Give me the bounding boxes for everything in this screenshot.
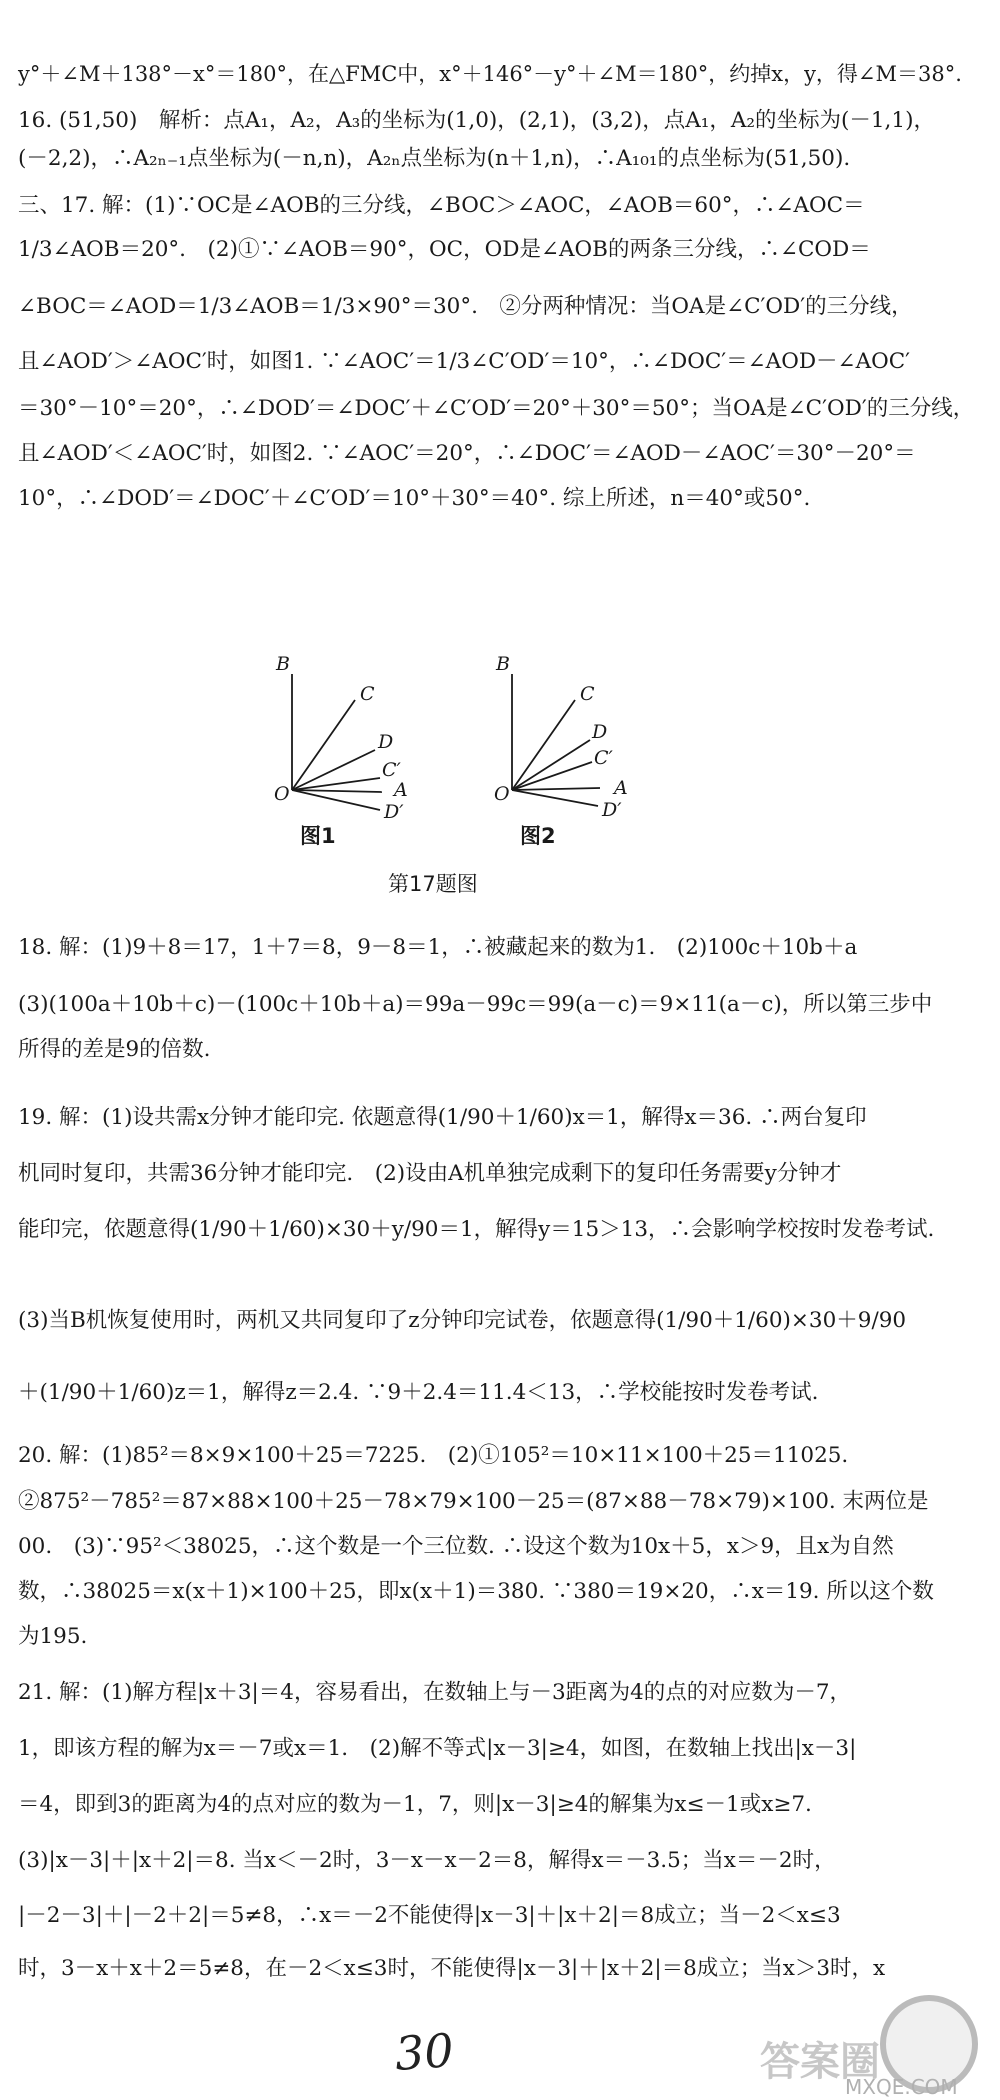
text-line: (3)|x－3|＋|x＋2|＝8. 当x＜－2时，3－x－x－2＝8，解得x＝－3.5；当x＝－2时， (18, 1848, 836, 1873)
label-d: D (378, 731, 394, 753)
label-b: B (276, 653, 290, 675)
page-number: 30 (393, 2023, 456, 2081)
text-line: 三、17. 解：(1)∵OC是∠AOB的三分线，∠BOC＞∠AOC，∠AOB＝60°，∴∠AOC＝ (18, 193, 865, 218)
label-d: D (592, 721, 608, 743)
text-line: 所得的差是9的倍数. (18, 1037, 211, 1062)
label-c-prime: C′ (382, 759, 401, 781)
figure-2-caption: 图2 (520, 824, 556, 848)
text-line: 且∠AOD′＞∠AOC′时，如图1. ∵∠AOC′＝1/3∠C′OD′＝10°，∴∠DOC′＝∠AOD－∠AOC′ (18, 349, 911, 374)
text-line: ＝30°－10°＝20°，∴∠DOD′＝∠DOC′＋∠C′OD′＝20°＋30°＝50°；当OA是∠C′OD′的三分线， (18, 396, 975, 421)
text-line: ②875²－785²＝87×88×100＋25－78×79×100－25＝(87×88－78×79)×100. 末两位是 (18, 1489, 929, 1514)
label-b: B (496, 653, 510, 675)
figure-1 (260, 650, 460, 850)
figure-group (260, 650, 700, 850)
text-line: 10°，∴∠DOD′＝∠DOC′＋∠C′OD′＝10°＋30°＝40°. 综上所述，n＝40°或50°. (18, 486, 811, 511)
text-line: 20. 解：(1)85²＝8×9×100＋25＝7225. (2)①105²＝10×11×100＋25＝11025. (18, 1443, 849, 1468)
text-line: 为195. (18, 1624, 88, 1649)
text-line: 16. (51,50) 解析：点A₁，A₂，A₃的坐标为(1,0)，(2,1)，(3,2)，点A₁，A₂的坐标为(－1,1)， (18, 108, 935, 133)
label-c: C (580, 683, 595, 705)
label-o: O (494, 783, 510, 805)
text-line: 21. 解：(1)解方程|x＋3|＝4，容易看出，在数轴上与－3距离为4的点的对应数为－7， (18, 1680, 851, 1705)
text-line: 1/3∠AOB＝20°. (2)①∵∠AOB＝90°，OC，OD是∠AOB的两条三分线，∴∠COD＝ (18, 237, 871, 262)
text-line: ＋(1/90＋1/60)z＝1，解得z＝2.4. ∵9＋2.4＝11.4＜13，∴学校能按时发卷考试. (18, 1380, 819, 1405)
text-line: y°＋∠M＋138°－x°＝180°，在△FMC中，x°＋146°－y°＋∠M＝180°，约掉x，y，得∠M＝38°. (18, 62, 962, 86)
text-line: ＝4，即到3的距离为4的点对应的数为－1，7，则|x－3|≥4的解集为x≤－1或x≥7. (18, 1792, 812, 1817)
label-a: A (394, 779, 408, 801)
text-line: (－2,2)，∴A₂ₙ₋₁点坐标为(－n,n)，A₂ₙ点坐标为(n＋1,n)，∴A₁₀₁的点坐标为(51,50). (18, 146, 851, 171)
text-line: 数，∴38025＝x(x＋1)×100＋25，即x(x＋1)＝380. ∵380＝19×20，∴x＝19. 所以这个数 (18, 1579, 934, 1604)
figure-2 (480, 650, 680, 850)
label-c-prime: C′ (594, 747, 613, 769)
label-c: C (360, 683, 375, 705)
text-line: 19. 解：(1)设共需x分钟才能印完. 依题意得(1/90＋1/60)x＝1，解得x＝36. ∴两台复印 (18, 1105, 867, 1130)
figure-2-diagram (480, 650, 680, 820)
text-line: |－2－3|＋|－2＋2|＝5≠8，∴x＝－2不能使得|x－3|＋|x＋2|＝8成立；当－2＜x≤3 (18, 1903, 841, 1928)
text-line: 00. (3)∵95²＜38025，∴这个数是一个三位数. ∴设这个数为10x＋5，x＞9，且x为自然 (18, 1534, 894, 1559)
label-d-prime: D′ (602, 799, 622, 821)
text-line: 且∠AOD′＜∠AOC′时，如图2. ∵∠AOC′＝20°，∴∠DOC′＝∠AOD－∠AOC′＝30°－20°＝ (18, 441, 916, 466)
label-o: O (274, 783, 290, 805)
figure-1-diagram (260, 650, 460, 823)
text-line: 时，3－x＋x＋2＝5≠8，在－2＜x≤3时，不能使得|x－3|＋|x＋2|＝8成立；当x＞3时，x (18, 1956, 886, 1981)
label-a: A (614, 777, 628, 799)
watermark-text: 答案圈 (760, 2039, 880, 2085)
watermark-url: MXQE.COM (845, 2075, 958, 2099)
text-line: 18. 解：(1)9＋8＝17，1＋7＝8，9－8＝1，∴被藏起来的数为1. (2)100c＋10b＋a (18, 935, 858, 960)
text-line: 能印完，依题意得(1/90＋1/60)×30＋y/90＝1，解得y＝15＞13，∴会影响学校按时发卷考试. (18, 1217, 935, 1242)
text-line: (3)当B机恢复使用时，两机又共同复印了z分钟印完试卷，依题意得(1/90＋1/60)×30＋9/90 (18, 1308, 907, 1333)
label-d-prime: D′ (384, 801, 404, 823)
figure-title: 第17题图 (388, 872, 478, 896)
figure-1-caption: 图1 (300, 824, 336, 848)
text-line: ∠BOC＝∠AOD＝1/3∠AOB＝1/3×90°＝30°. ②分两种情况：当OA是∠C′OD′的三分线， (18, 294, 913, 319)
text-line: 机同时复印，共需36分钟才能印完. (2)设由A机单独完成剩下的复印任务需要y分钟才 (18, 1161, 842, 1186)
text-line: (3)(100a＋10b＋c)－(100c＋10b＋a)＝99a－99c＝99(a－c)＝9×11(a－c)，所以第三步中 (18, 992, 933, 1017)
text-line: 1，即该方程的解为x＝－7或x＝1. (2)解不等式|x－3|≥4，如图，在数轴上找出|x－3| (18, 1736, 857, 1761)
